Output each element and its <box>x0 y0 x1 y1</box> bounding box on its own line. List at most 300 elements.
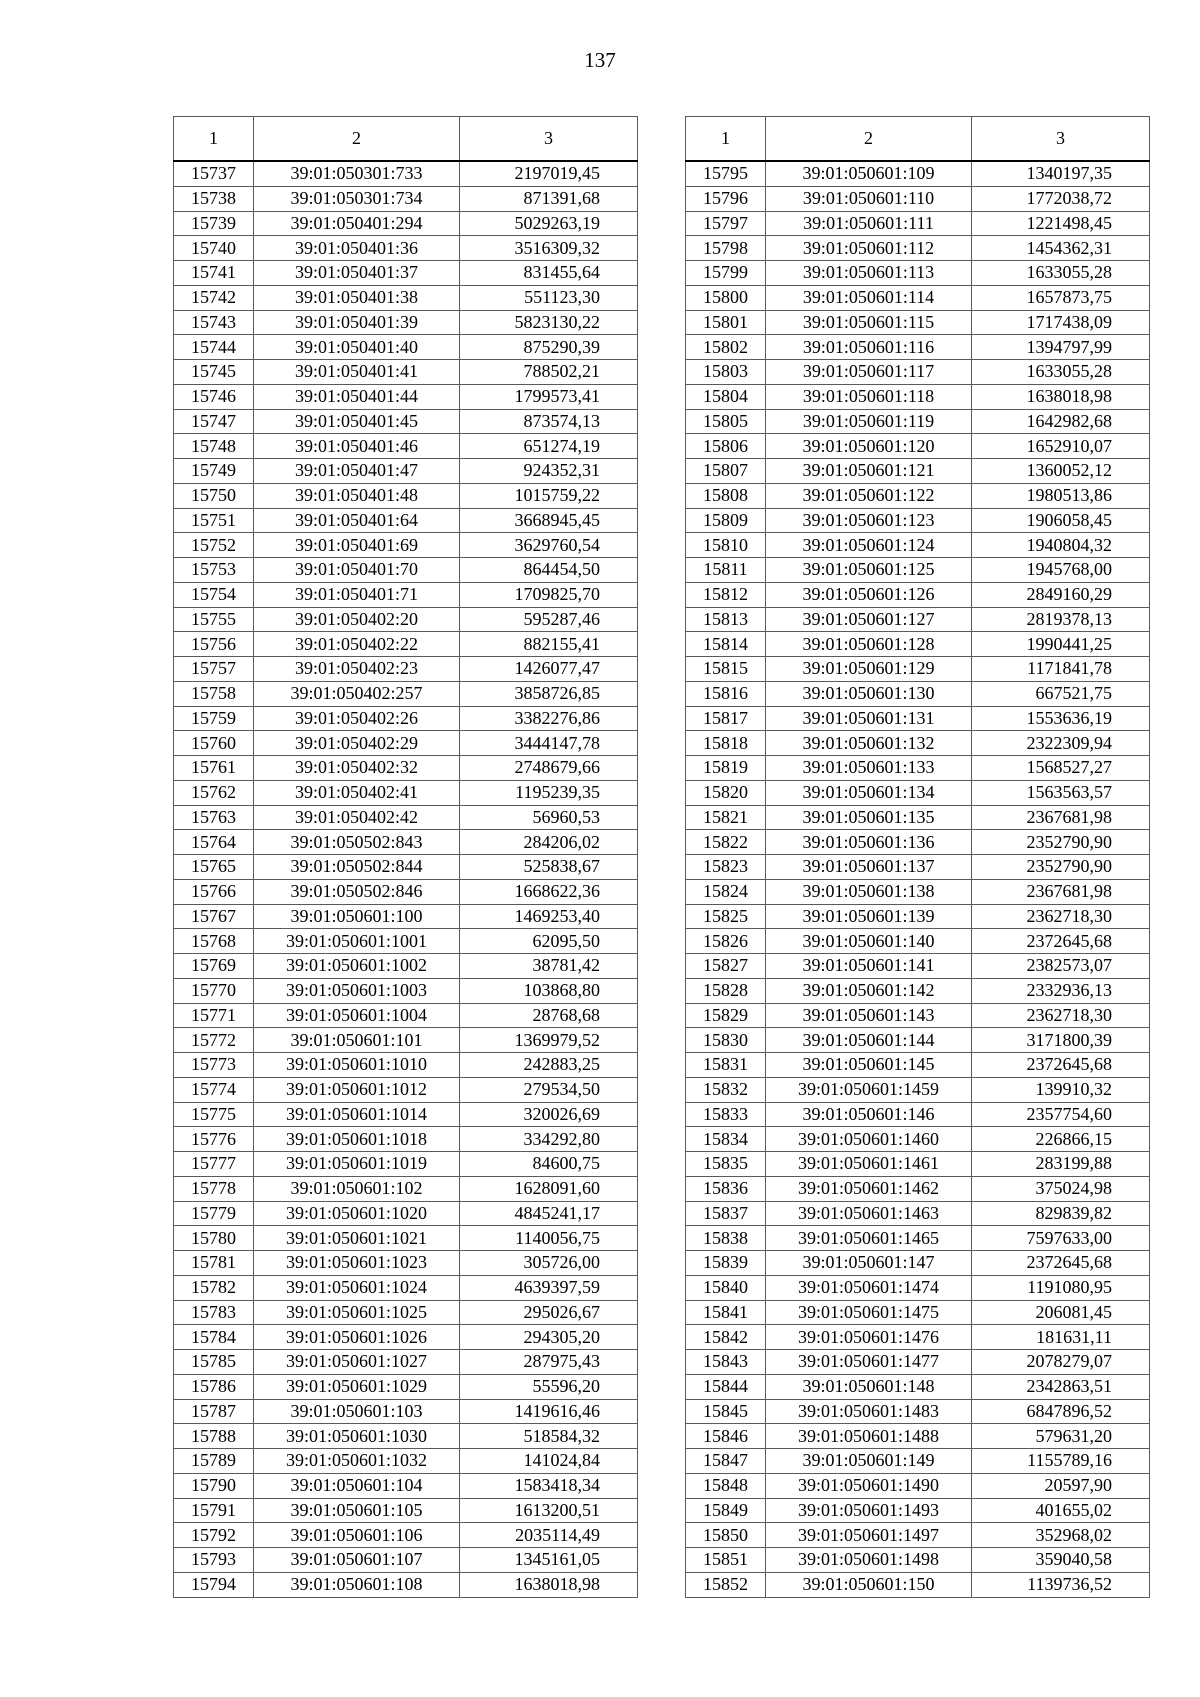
value-cell: 1140056,75 <box>460 1226 638 1251</box>
cadastral-number-cell: 39:01:050601:1483 <box>766 1399 972 1424</box>
value-cell: 334292,80 <box>460 1127 638 1152</box>
value-cell: 20597,90 <box>972 1473 1150 1498</box>
cadastral-number-cell: 39:01:050601:1475 <box>766 1300 972 1325</box>
table-row <box>686 1300 1150 1325</box>
row-number-cell: 15745 <box>174 360 254 385</box>
table-row <box>174 1176 638 1201</box>
value-cell: 1628091,60 <box>460 1176 638 1201</box>
cadastral-number-cell: 39:01:050402:29 <box>254 731 460 756</box>
value-cell: 103868,80 <box>460 978 638 1003</box>
row-number-cell: 15803 <box>686 360 766 385</box>
table-row <box>174 1473 638 1498</box>
table-row <box>686 1424 1150 1449</box>
value-cell: 1799573,41 <box>460 384 638 409</box>
cadastral-number-cell: 39:01:050601:148 <box>766 1374 972 1399</box>
table-row <box>686 558 1150 583</box>
cadastral-number-cell: 39:01:050601:1465 <box>766 1226 972 1251</box>
cadastral-number-cell: 39:01:050401:39 <box>254 310 460 335</box>
value-cell: 62095,50 <box>460 929 638 954</box>
value-cell: 2035114,49 <box>460 1523 638 1548</box>
cadastral-number-cell: 39:01:050401:294 <box>254 211 460 236</box>
cadastral-number-cell: 39:01:050601:1025 <box>254 1300 460 1325</box>
cadastral-number-cell: 39:01:050601:1023 <box>254 1251 460 1276</box>
row-number-cell: 15797 <box>686 211 766 236</box>
row-number-cell: 15747 <box>174 409 254 434</box>
table-row <box>174 1127 638 1152</box>
value-cell: 1454362,31 <box>972 236 1150 261</box>
row-number-cell: 15836 <box>686 1176 766 1201</box>
row-number-cell: 15768 <box>174 929 254 954</box>
value-cell: 1195239,35 <box>460 780 638 805</box>
table-row <box>174 1424 638 1449</box>
cadastral-number-cell: 39:01:050502:844 <box>254 855 460 880</box>
row-number-cell: 15817 <box>686 706 766 731</box>
value-cell: 3516309,32 <box>460 236 638 261</box>
cadastral-number-cell: 39:01:050601:1020 <box>254 1201 460 1226</box>
table-row <box>174 1028 638 1053</box>
row-number-cell: 15770 <box>174 978 254 1003</box>
value-cell: 518584,32 <box>460 1424 638 1449</box>
row-number-cell: 15809 <box>686 508 766 533</box>
table-row <box>686 186 1150 211</box>
row-number-cell: 15789 <box>174 1449 254 1474</box>
value-cell: 3858726,85 <box>460 681 638 706</box>
value-cell: 1668622,36 <box>460 879 638 904</box>
table-row <box>174 731 638 756</box>
row-number-cell: 15783 <box>174 1300 254 1325</box>
value-cell: 2352790,90 <box>972 830 1150 855</box>
cadastral-number-cell: 39:01:050601:104 <box>254 1473 460 1498</box>
row-number-cell: 15788 <box>174 1424 254 1449</box>
row-number-cell: 15849 <box>686 1498 766 1523</box>
cadastral-number-cell: 39:01:050601:1476 <box>766 1325 972 1350</box>
cadastral-number-cell: 39:01:050601:1014 <box>254 1102 460 1127</box>
row-number-cell: 15781 <box>174 1251 254 1276</box>
cadastral-number-cell: 39:01:050601:103 <box>254 1399 460 1424</box>
left-data-table <box>173 116 638 1598</box>
value-cell: 1563563,57 <box>972 780 1150 805</box>
value-cell: 2362718,30 <box>972 1003 1150 1028</box>
cadastral-number-cell: 39:01:050401:44 <box>254 384 460 409</box>
value-cell: 1221498,45 <box>972 211 1150 236</box>
right-table-body <box>686 161 1150 1597</box>
value-cell: 2078279,07 <box>972 1350 1150 1375</box>
row-number-cell: 15774 <box>174 1077 254 1102</box>
row-number-cell: 15780 <box>174 1226 254 1251</box>
row-number-cell: 15773 <box>174 1053 254 1078</box>
cadastral-number-cell: 39:01:050601:1003 <box>254 978 460 1003</box>
column-header: 2 <box>766 117 972 162</box>
value-cell: 3382276,86 <box>460 706 638 731</box>
cadastral-number-cell: 39:01:050402:257 <box>254 681 460 706</box>
value-cell: 1369979,52 <box>460 1028 638 1053</box>
row-number-cell: 15767 <box>174 904 254 929</box>
cadastral-number-cell: 39:01:050601:138 <box>766 879 972 904</box>
row-number-cell: 15775 <box>174 1102 254 1127</box>
table-row <box>686 582 1150 607</box>
row-number-cell: 15741 <box>174 261 254 286</box>
table-row <box>686 1028 1150 1053</box>
row-number-cell: 15820 <box>686 780 766 805</box>
table-row <box>686 161 1150 186</box>
row-number-cell: 15766 <box>174 879 254 904</box>
cadastral-number-cell: 39:01:050401:46 <box>254 434 460 459</box>
row-number-cell: 15761 <box>174 756 254 781</box>
cadastral-number-cell: 39:01:050601:1024 <box>254 1275 460 1300</box>
table-row <box>174 929 638 954</box>
table-row <box>174 706 638 731</box>
value-cell: 551123,30 <box>460 285 638 310</box>
column-header: 3 <box>972 117 1150 162</box>
table-row <box>174 533 638 558</box>
table-row <box>174 879 638 904</box>
cadastral-number-cell: 39:01:050601:1032 <box>254 1449 460 1474</box>
table-row <box>174 285 638 310</box>
value-cell: 352968,02 <box>972 1523 1150 1548</box>
value-cell: 7597633,00 <box>972 1226 1150 1251</box>
cadastral-number-cell: 39:01:050401:36 <box>254 236 460 261</box>
row-number-cell: 15753 <box>174 558 254 583</box>
table-row <box>686 1374 1150 1399</box>
value-cell: 525838,67 <box>460 855 638 880</box>
table-row <box>686 830 1150 855</box>
cadastral-number-cell: 39:01:050601:137 <box>766 855 972 880</box>
cadastral-number-cell: 39:01:050601:130 <box>766 681 972 706</box>
value-cell: 1583418,34 <box>460 1473 638 1498</box>
value-cell: 2362718,30 <box>972 904 1150 929</box>
cadastral-number-cell: 39:01:050601:129 <box>766 657 972 682</box>
value-cell: 84600,75 <box>460 1152 638 1177</box>
value-cell: 1717438,09 <box>972 310 1150 335</box>
table-row <box>686 409 1150 434</box>
table-row <box>686 1350 1150 1375</box>
table-row <box>174 657 638 682</box>
value-cell: 871391,68 <box>460 186 638 211</box>
value-cell: 1940804,32 <box>972 533 1150 558</box>
table-row <box>174 756 638 781</box>
table-row <box>686 1003 1150 1028</box>
table-row <box>174 459 638 484</box>
table-row <box>686 607 1150 632</box>
table-row <box>174 954 638 979</box>
value-cell: 1015759,22 <box>460 483 638 508</box>
row-number-cell: 15799 <box>686 261 766 286</box>
row-number-cell: 15847 <box>686 1449 766 1474</box>
row-number-cell: 15793 <box>174 1548 254 1573</box>
cadastral-number-cell: 39:01:050601:143 <box>766 1003 972 1028</box>
row-number-cell: 15811 <box>686 558 766 583</box>
table-row <box>174 607 638 632</box>
table-row <box>686 360 1150 385</box>
value-cell: 38781,42 <box>460 954 638 979</box>
row-number-cell: 15794 <box>174 1572 254 1597</box>
table-row <box>174 186 638 211</box>
row-number-cell: 15814 <box>686 632 766 657</box>
value-cell: 864454,50 <box>460 558 638 583</box>
value-cell: 139910,32 <box>972 1077 1150 1102</box>
value-cell: 579631,20 <box>972 1424 1150 1449</box>
table-row <box>686 1176 1150 1201</box>
value-cell: 5029263,19 <box>460 211 638 236</box>
cadastral-number-cell: 39:01:050401:48 <box>254 483 460 508</box>
table-row <box>686 1152 1150 1177</box>
row-number-cell: 15828 <box>686 978 766 1003</box>
left-table-body <box>174 161 638 1597</box>
cadastral-number-cell: 39:01:050601:1019 <box>254 1152 460 1177</box>
table-row <box>174 1251 638 1276</box>
row-number-cell: 15846 <box>686 1424 766 1449</box>
cadastral-number-cell: 39:01:050601:116 <box>766 335 972 360</box>
value-cell: 5823130,22 <box>460 310 638 335</box>
table-row <box>686 1548 1150 1573</box>
table-row <box>686 657 1150 682</box>
cadastral-number-cell: 39:01:050601:139 <box>766 904 972 929</box>
table-row <box>686 855 1150 880</box>
cadastral-number-cell: 39:01:050401:47 <box>254 459 460 484</box>
cadastral-number-cell: 39:01:050402:23 <box>254 657 460 682</box>
value-cell: 1191080,95 <box>972 1275 1150 1300</box>
value-cell: 1709825,70 <box>460 582 638 607</box>
value-cell: 2367681,98 <box>972 879 1150 904</box>
table-row <box>174 1523 638 1548</box>
cadastral-number-cell: 39:01:050601:108 <box>254 1572 460 1597</box>
value-cell: 305726,00 <box>460 1251 638 1276</box>
row-number-cell: 15754 <box>174 582 254 607</box>
value-cell: 2322309,94 <box>972 731 1150 756</box>
row-number-cell: 15825 <box>686 904 766 929</box>
value-cell: 1419616,46 <box>460 1399 638 1424</box>
value-cell: 2819378,13 <box>972 607 1150 632</box>
value-cell: 1638018,98 <box>460 1572 638 1597</box>
table-row <box>686 954 1150 979</box>
table-row <box>174 360 638 385</box>
table-row <box>174 310 638 335</box>
cadastral-number-cell: 39:01:050601:1029 <box>254 1374 460 1399</box>
table-row <box>174 1548 638 1573</box>
row-number-cell: 15795 <box>686 161 766 186</box>
row-number-cell: 15852 <box>686 1572 766 1597</box>
value-cell: 141024,84 <box>460 1449 638 1474</box>
table-row <box>686 1449 1150 1474</box>
cadastral-number-cell: 39:01:050601:142 <box>766 978 972 1003</box>
table-row <box>686 236 1150 261</box>
table-row <box>174 1374 638 1399</box>
row-number-cell: 15821 <box>686 805 766 830</box>
table-row <box>686 483 1150 508</box>
row-number-cell: 15769 <box>174 954 254 979</box>
cadastral-number-cell: 39:01:050502:846 <box>254 879 460 904</box>
value-cell: 1638018,98 <box>972 384 1150 409</box>
table-row <box>686 1102 1150 1127</box>
cadastral-number-cell: 39:01:050502:843 <box>254 830 460 855</box>
cadastral-number-cell: 39:01:050601:125 <box>766 558 972 583</box>
value-cell: 2748679,66 <box>460 756 638 781</box>
row-number-cell: 15841 <box>686 1300 766 1325</box>
row-number-cell: 15782 <box>174 1275 254 1300</box>
value-cell: 4845241,17 <box>460 1201 638 1226</box>
row-number-cell: 15751 <box>174 508 254 533</box>
table-row <box>174 211 638 236</box>
table-row <box>686 285 1150 310</box>
table-row <box>174 1498 638 1523</box>
value-cell: 3444147,78 <box>460 731 638 756</box>
table-row <box>686 1201 1150 1226</box>
cadastral-number-cell: 39:01:050601:144 <box>766 1028 972 1053</box>
cadastral-number-cell: 39:01:050601:115 <box>766 310 972 335</box>
cadastral-number-cell: 39:01:050601:1030 <box>254 1424 460 1449</box>
cadastral-number-cell: 39:01:050601:1021 <box>254 1226 460 1251</box>
column-header: 1 <box>174 117 254 162</box>
row-number-cell: 15816 <box>686 681 766 706</box>
value-cell: 181631,11 <box>972 1325 1150 1350</box>
row-number-cell: 15742 <box>174 285 254 310</box>
value-cell: 2332936,13 <box>972 978 1150 1003</box>
cadastral-number-cell: 39:01:050601:117 <box>766 360 972 385</box>
value-cell: 1772038,72 <box>972 186 1150 211</box>
table-row <box>174 830 638 855</box>
value-cell: 2372645,68 <box>972 929 1150 954</box>
row-number-cell: 15798 <box>686 236 766 261</box>
cadastral-number-cell: 39:01:050601:1490 <box>766 1473 972 1498</box>
table-row <box>174 1275 638 1300</box>
value-cell: 1945768,00 <box>972 558 1150 583</box>
row-number-cell: 15830 <box>686 1028 766 1053</box>
table-row <box>686 879 1150 904</box>
table-row <box>686 929 1150 954</box>
table-row <box>174 483 638 508</box>
value-cell: 1980513,86 <box>972 483 1150 508</box>
row-number-cell: 15740 <box>174 236 254 261</box>
cadastral-number-cell: 39:01:050601:140 <box>766 929 972 954</box>
row-number-cell: 15833 <box>686 1102 766 1127</box>
row-number-cell: 15827 <box>686 954 766 979</box>
table-row <box>686 533 1150 558</box>
row-number-cell: 15776 <box>174 1127 254 1152</box>
row-number-cell: 15838 <box>686 1226 766 1251</box>
row-number-cell: 15812 <box>686 582 766 607</box>
header-row <box>174 117 638 162</box>
value-cell: 56960,53 <box>460 805 638 830</box>
cadastral-number-cell: 39:01:050601:134 <box>766 780 972 805</box>
table-row <box>686 335 1150 360</box>
row-number-cell: 15801 <box>686 310 766 335</box>
cadastral-number-cell: 39:01:050401:41 <box>254 360 460 385</box>
cadastral-number-cell: 39:01:050601:110 <box>766 186 972 211</box>
cadastral-number-cell: 39:01:050601:1001 <box>254 929 460 954</box>
header-row <box>686 117 1150 162</box>
table-row <box>174 1449 638 1474</box>
page-number: 137 <box>584 48 616 72</box>
value-cell: 287975,43 <box>460 1350 638 1375</box>
value-cell: 55596,20 <box>460 1374 638 1399</box>
row-number-cell: 15819 <box>686 756 766 781</box>
cadastral-number-cell: 39:01:050601:109 <box>766 161 972 186</box>
cadastral-number-cell: 39:01:050601:1010 <box>254 1053 460 1078</box>
row-number-cell: 15807 <box>686 459 766 484</box>
cadastral-number-cell: 39:01:050601:1462 <box>766 1176 972 1201</box>
value-cell: 1568527,27 <box>972 756 1150 781</box>
cadastral-number-cell: 39:01:050601:120 <box>766 434 972 459</box>
row-number-cell: 15771 <box>174 1003 254 1028</box>
value-cell: 294305,20 <box>460 1325 638 1350</box>
cadastral-number-cell: 39:01:050402:26 <box>254 706 460 731</box>
cadastral-number-cell: 39:01:050601:1027 <box>254 1350 460 1375</box>
value-cell: 320026,69 <box>460 1102 638 1127</box>
cadastral-number-cell: 39:01:050601:136 <box>766 830 972 855</box>
cadastral-number-cell: 39:01:050601:1012 <box>254 1077 460 1102</box>
value-cell: 1345161,05 <box>460 1548 638 1573</box>
table-row <box>686 1077 1150 1102</box>
table-row <box>686 756 1150 781</box>
value-cell: 3668945,45 <box>460 508 638 533</box>
cadastral-number-cell: 39:01:050301:733 <box>254 161 460 186</box>
value-cell: 829839,82 <box>972 1201 1150 1226</box>
value-cell: 875290,39 <box>460 335 638 360</box>
right-data-table <box>685 116 1150 1598</box>
row-number-cell: 15839 <box>686 1251 766 1276</box>
row-number-cell: 15832 <box>686 1077 766 1102</box>
cadastral-number-cell: 39:01:050401:64 <box>254 508 460 533</box>
cadastral-number-cell: 39:01:050601:107 <box>254 1548 460 1573</box>
value-cell: 295026,67 <box>460 1300 638 1325</box>
cadastral-number-cell: 39:01:050402:41 <box>254 780 460 805</box>
table-row <box>174 1201 638 1226</box>
table-row <box>174 978 638 1003</box>
row-number-cell: 15792 <box>174 1523 254 1548</box>
table-row <box>174 1350 638 1375</box>
cadastral-number-cell: 39:01:050401:37 <box>254 261 460 286</box>
row-number-cell: 15748 <box>174 434 254 459</box>
table-row <box>174 1077 638 1102</box>
cadastral-number-cell: 39:01:050601:1493 <box>766 1498 972 1523</box>
table-row <box>686 978 1150 1003</box>
cadastral-number-cell: 39:01:050601:146 <box>766 1102 972 1127</box>
table-row <box>686 1251 1150 1276</box>
table-row <box>686 508 1150 533</box>
value-cell: 2352790,90 <box>972 855 1150 880</box>
table-row <box>686 1399 1150 1424</box>
value-cell: 1642982,68 <box>972 409 1150 434</box>
table-row <box>174 1572 638 1597</box>
table-row <box>686 780 1150 805</box>
table-row <box>174 335 638 360</box>
value-cell: 873574,13 <box>460 409 638 434</box>
cadastral-number-cell: 39:01:050601:102 <box>254 1176 460 1201</box>
row-number-cell: 15815 <box>686 657 766 682</box>
cadastral-number-cell: 39:01:050601:1018 <box>254 1127 460 1152</box>
value-cell: 401655,02 <box>972 1498 1150 1523</box>
value-cell: 2372645,68 <box>972 1251 1150 1276</box>
row-number-cell: 15822 <box>686 830 766 855</box>
cadastral-number-cell: 39:01:050601:114 <box>766 285 972 310</box>
cadastral-number-cell: 39:01:050601:1004 <box>254 1003 460 1028</box>
row-number-cell: 15831 <box>686 1053 766 1078</box>
cadastral-number-cell: 39:01:050601:149 <box>766 1449 972 1474</box>
table-row <box>686 1226 1150 1251</box>
table-row <box>174 632 638 657</box>
cadastral-number-cell: 39:01:050601:1460 <box>766 1127 972 1152</box>
table-row <box>686 310 1150 335</box>
value-cell: 1657873,75 <box>972 285 1150 310</box>
cadastral-number-cell: 39:01:050401:69 <box>254 533 460 558</box>
value-cell: 1652910,07 <box>972 434 1150 459</box>
cadastral-number-cell: 39:01:050601:122 <box>766 483 972 508</box>
cadastral-number-cell: 39:01:050601:124 <box>766 533 972 558</box>
cadastral-number-cell: 39:01:050301:734 <box>254 186 460 211</box>
row-number-cell: 15843 <box>686 1350 766 1375</box>
cadastral-number-cell: 39:01:050601:133 <box>766 756 972 781</box>
cadastral-number-cell: 39:01:050601:1477 <box>766 1350 972 1375</box>
